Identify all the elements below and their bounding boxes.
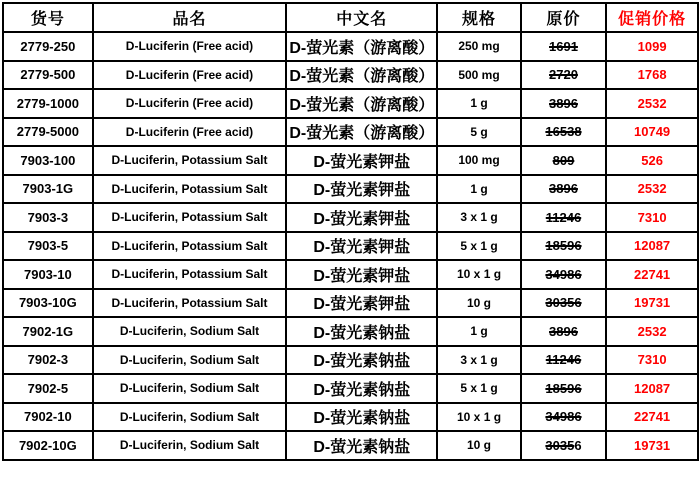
product-name-cell: D-Luciferin, Sodium Salt (93, 403, 287, 432)
promo-price-cell: 526 (606, 146, 698, 175)
header-row (3, 3, 698, 32)
table-body (3, 32, 698, 460)
promo-price-cell: 2532 (606, 89, 698, 118)
chinese-name-cell: D-萤光素钾盐 (286, 289, 437, 318)
spec-cell: 10 g (437, 289, 521, 318)
promo-price-cell: 2532 (606, 175, 698, 204)
chinese-name-cell: D-萤光素（游离酸） (286, 118, 437, 147)
original-price-cell (521, 431, 606, 460)
spec-cell: 10 g (437, 431, 521, 460)
spec-cell: 1 g (437, 317, 521, 346)
spec-cell: 5 g (437, 118, 521, 147)
chinese-name-cell: D-萤光素（游离酸） (286, 89, 437, 118)
struck-price-text: 11246 (545, 209, 582, 225)
table-row (3, 118, 698, 147)
catalog-number-cell: 7902-5 (3, 374, 93, 403)
product-name-cell: D-Luciferin, Potassium Salt (93, 289, 287, 318)
struck-price-text: 3896 (549, 181, 578, 197)
spec-cell: 250 mg (437, 32, 521, 61)
header-spec: 规格 (437, 3, 521, 32)
promo-price-cell: 2532 (606, 317, 698, 346)
product-name-cell: D-Luciferin (Free acid) (93, 32, 287, 61)
struck-price-text: 2720 (549, 67, 578, 83)
spec-cell: 1 g (437, 89, 521, 118)
original-price-cell (521, 146, 606, 175)
original-price-cell (521, 403, 606, 432)
product-name-cell: D-Luciferin, Potassium Salt (93, 146, 287, 175)
struck-price-text: 30356 (545, 295, 582, 311)
table-row (3, 232, 698, 261)
chinese-name-cell: D-萤光素钠盐 (286, 346, 437, 375)
catalog-number-cell: 2779-250 (3, 32, 93, 61)
table-row (3, 431, 698, 460)
original-price-cell (521, 346, 606, 375)
table-row (3, 61, 698, 90)
promo-price-cell: 7310 (606, 203, 698, 232)
chinese-name-cell: D-萤光素钾盐 (286, 232, 437, 261)
product-price-table (2, 2, 699, 461)
original-price-cell (521, 61, 606, 90)
chinese-name-cell: D-萤光素钾盐 (286, 175, 437, 204)
table-row (3, 317, 698, 346)
table-header (3, 3, 698, 32)
spec-cell: 5 x 1 g (437, 374, 521, 403)
table-row (3, 203, 698, 232)
table-row (3, 146, 698, 175)
header-catalog-number: 货号 (3, 3, 93, 32)
chinese-name-cell: D-萤光素（游离酸） (286, 61, 437, 90)
catalog-number-cell: 7902-10 (3, 403, 93, 432)
chinese-name-cell: D-萤光素钠盐 (286, 431, 437, 460)
product-name-cell: D-Luciferin, Potassium Salt (93, 175, 287, 204)
chinese-name-cell: D-萤光素钠盐 (286, 317, 437, 346)
product-name-cell: D-Luciferin, Potassium Salt (93, 260, 287, 289)
table-row (3, 346, 698, 375)
header-promo-price: 促销价格 (606, 3, 698, 32)
struck-price-text: 3896 (549, 323, 578, 339)
promo-price-cell: 1099 (606, 32, 698, 61)
struck-price-text: 18596 (545, 380, 582, 396)
catalog-number-cell: 7902-3 (3, 346, 93, 375)
struck-price-text: 11246 (545, 352, 582, 368)
spec-cell: 3 x 1 g (437, 346, 521, 375)
table-row (3, 289, 698, 318)
chinese-name-cell: D-萤光素（游离酸） (286, 32, 437, 61)
catalog-number-cell: 2779-5000 (3, 118, 93, 147)
struck-price-text: 34986 (545, 409, 582, 425)
struck-price-text: 1691 (549, 38, 578, 54)
spec-cell: 5 x 1 g (437, 232, 521, 261)
product-name-cell: D-Luciferin, Sodium Salt (93, 346, 287, 375)
spec-cell: 500 mg (437, 61, 521, 90)
promo-price-cell: 19731 (606, 431, 698, 460)
original-price-cell (521, 118, 606, 147)
original-price-cell (521, 260, 606, 289)
product-name-cell: D-Luciferin, Sodium Salt (93, 374, 287, 403)
catalog-number-cell: 7903-10G (3, 289, 93, 318)
catalog-number-cell: 7903-100 (3, 146, 93, 175)
table-row (3, 89, 698, 118)
spec-cell: 3 x 1 g (437, 203, 521, 232)
table-row (3, 175, 698, 204)
product-name-cell: D-Luciferin, Potassium Salt (93, 203, 287, 232)
catalog-number-cell: 2779-1000 (3, 89, 93, 118)
promo-price-cell: 22741 (606, 260, 698, 289)
struck-price-text: 3035 (545, 437, 575, 453)
spec-cell: 10 x 1 g (437, 260, 521, 289)
original-price-cell (521, 203, 606, 232)
header-chinese-name: 中文名 (286, 3, 437, 32)
struck-price-text: 809 (552, 152, 575, 168)
product-name-cell: D-Luciferin, Potassium Salt (93, 232, 287, 261)
original-price-cell (521, 374, 606, 403)
table-row (3, 374, 698, 403)
struck-price-text: 34986 (545, 266, 582, 282)
chinese-name-cell: D-萤光素钾盐 (286, 260, 437, 289)
catalog-number-cell: 7902-10G (3, 431, 93, 460)
chinese-name-cell: D-萤光素钾盐 (286, 146, 437, 175)
product-name-cell: D-Luciferin (Free acid) (93, 89, 287, 118)
product-name-cell: D-Luciferin (Free acid) (93, 61, 287, 90)
chinese-name-cell: D-萤光素钠盐 (286, 403, 437, 432)
promo-price-cell: 1768 (606, 61, 698, 90)
struck-price-text: 18596 (545, 238, 582, 254)
table-row (3, 403, 698, 432)
original-price-cell (521, 289, 606, 318)
spec-cell: 100 mg (437, 146, 521, 175)
table-row (3, 260, 698, 289)
original-price-cell (521, 175, 606, 204)
header-original-price: 原价 (521, 3, 606, 32)
promo-price-cell: 22741 (606, 403, 698, 432)
product-name-cell: D-Luciferin (Free acid) (93, 118, 287, 147)
promo-price-cell: 19731 (606, 289, 698, 318)
promo-price-cell: 7310 (606, 346, 698, 375)
original-price-cell (521, 32, 606, 61)
original-price-cell (521, 232, 606, 261)
unstruck-price-text: 6 (574, 437, 582, 453)
struck-price-text: 16538 (545, 124, 582, 140)
header-product-name: 品名 (93, 3, 287, 32)
catalog-number-cell: 7902-1G (3, 317, 93, 346)
chinese-name-cell: D-萤光素钾盐 (286, 203, 437, 232)
chinese-name-cell: D-萤光素钠盐 (286, 374, 437, 403)
struck-price-text: 3896 (549, 95, 578, 111)
original-price-cell (521, 317, 606, 346)
spec-cell: 1 g (437, 175, 521, 204)
catalog-number-cell: 7903-5 (3, 232, 93, 261)
promo-price-cell: 12087 (606, 232, 698, 261)
catalog-number-cell: 7903-10 (3, 260, 93, 289)
catalog-number-cell: 7903-3 (3, 203, 93, 232)
product-name-cell: D-Luciferin, Sodium Salt (93, 317, 287, 346)
promo-price-cell: 10749 (606, 118, 698, 147)
catalog-number-cell: 2779-500 (3, 61, 93, 90)
product-name-cell: D-Luciferin, Sodium Salt (93, 431, 287, 460)
original-price-cell (521, 89, 606, 118)
promo-price-cell: 12087 (606, 374, 698, 403)
catalog-number-cell: 7903-1G (3, 175, 93, 204)
spec-cell: 10 x 1 g (437, 403, 521, 432)
table-row (3, 32, 698, 61)
